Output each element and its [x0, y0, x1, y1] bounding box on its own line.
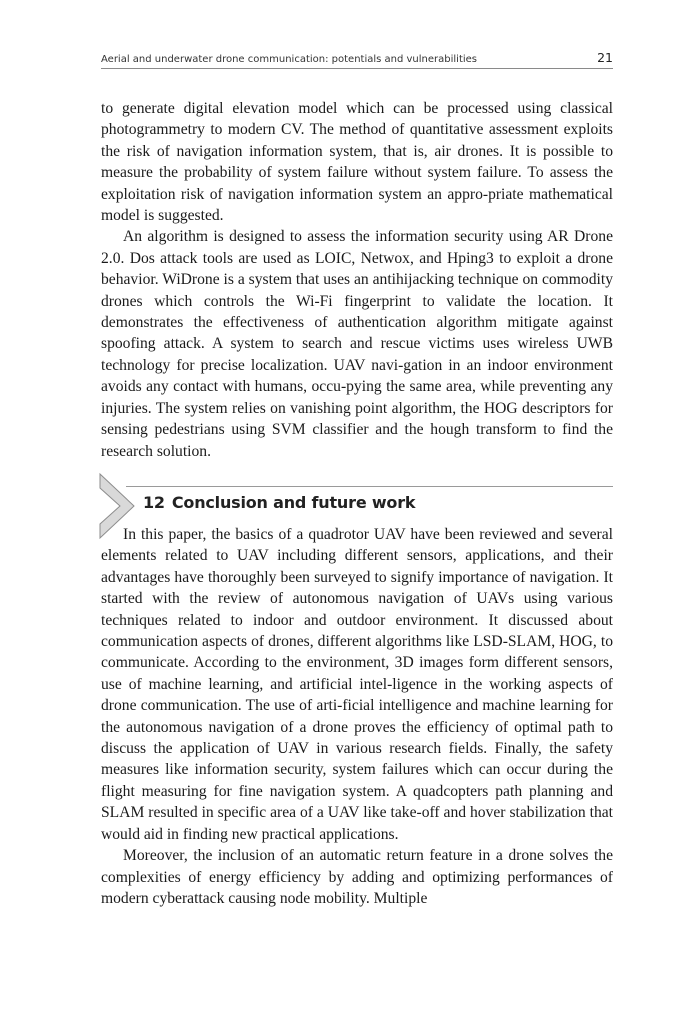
section-rule: [126, 486, 613, 487]
paragraph-algorithms: An algorithm is designed to assess the information security using AR Drone 2.0. Dos attack tools are used as LOIC, Netwox, and Hping3 to exploit a drone behavior. WiDrone is a system that uses an antihijacking technique on commodity drones which controls the Wi-Fi fingerprint to validate the location. It demonstrates the effectiveness of authentication algorithm mitigate against spoofing attack. A system to search and rescue victims uses wireless UWB technology for precise localization. UAV navi-gation in an indoor environment avoids any contact with humans, occu-pying the same area, while preventing any injuries. The system relies on vanishing point algorithm, the HOG descriptors for sensing pedestrians using SVM classifier and the hough transform to find the research solution.: [101, 228, 613, 460]
section-number: 12: [143, 493, 165, 512]
section-heading: [143, 493, 415, 512]
running-header: [101, 50, 613, 65]
running-title: Aerial and underwater drone communication: potentials and vulnerabilities: [101, 54, 478, 65]
section-title: Conclusion and future work: [171, 493, 416, 512]
text-block-section: [101, 524, 613, 909]
paragraph-moreover: Moreover, the inclusion of an automatic return feature in a drone solves the complexities of energy efficiency by adding and optimizing performances of modern cyberattack causing node mobility. Multiple: [101, 847, 613, 907]
paragraph-continued: to generate digital elevation model which can be processed using classical photogrammetry to modern CV. The method of quantitative assessment exploits the risk of navigation information system, that is, air drones. It is possible to measure the probability of system failure without system failure. To assess the exploitation risk of navigation information system an appro-priate mathematical model is suggested.: [101, 100, 613, 225]
text-block-top: [101, 98, 613, 462]
page-number: 21: [597, 50, 613, 65]
paragraph-conclusion: In this paper, the basics of a quadrotor UAV have been reviewed and several elements related to UAV including different sensors, applications, and their advantages have thoroughly been surveyed to signify importance of navigation. It started with the review of autonomous navigation of UAVs using various techniques related to indoor and outdoor environment. It discussed about communication aspects of drones, different algorithms like LSD-SLAM, HOG, to communicate. According to the environment, 3D images form different sensors, use of machine learning, and artificial intel-ligence in the working aspects of drone communication. The use of arti-ficial intelligence and machine learning for the autonomous navigation of a drone proves the efficiency of optimal path to discuss the application of UAV in various research fields. Finally, the safety measures like information security, system failures which can occur during the flight measuring for fine navigation system. A quadcopters path planning and SLAM resulted in specific area of a UAV like take-off and hover stabilization that would aid in finding new practical applications.: [101, 526, 613, 843]
header-rule: [101, 68, 613, 69]
